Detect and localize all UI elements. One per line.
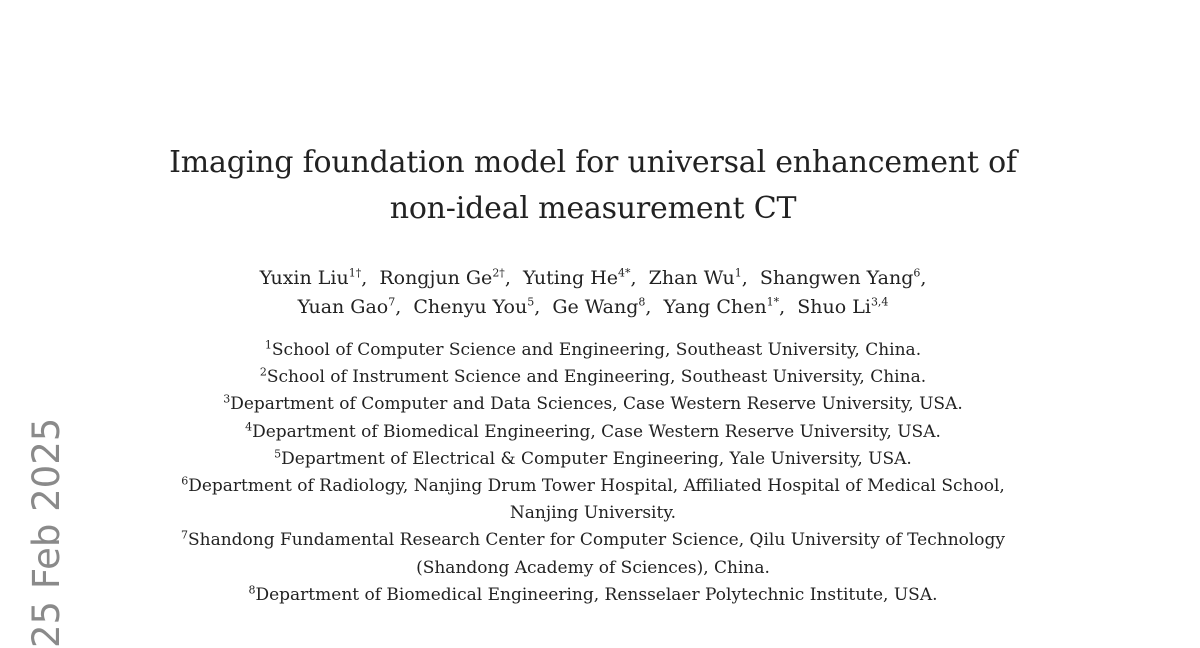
author-line-2: Yuan Gao$^7$, Chenyu You$^5$, Ge Wang$^8$, Yang Chen$^{1*}$, Shuo Li$^{3,4}$	[297, 295, 889, 318]
author-mark: 5	[527, 295, 535, 309]
author: Yuxin Liu$^{1\dagger}$	[259, 266, 362, 289]
author: Rongjun $Ge^{2\dagger}$	[379, 266, 505, 289]
affiliation-mark: 3	[223, 392, 231, 406]
author: Chenyu You$^5$	[413, 295, 535, 318]
affiliation: $^2$School of Instrument Science and Engineering, Southeast University, China.	[259, 365, 927, 388]
author-mark: 3,4	[870, 295, 889, 309]
title-line-1: Imaging foundation model for universal enhancement of	[169, 145, 1017, 180]
author-mark: 6	[913, 266, 921, 280]
affiliation-list	[150, 337, 1036, 609]
affiliation-mark: 2	[259, 365, 267, 379]
author-list	[150, 264, 1036, 322]
paper-title	[150, 140, 1036, 232]
affiliation: $^8$Department of Biomedical Engineering, Rensselaer Polytechnic Institute, USA.	[248, 583, 938, 605]
author: Zhan Wu$^1$	[648, 266, 742, 289]
affiliation-mark: 8	[248, 583, 256, 597]
title-line-2: non-ideal measurement CT	[389, 191, 797, 226]
author-mark: 2†	[492, 266, 505, 280]
author-line-1: Yuxin Liu$^{1\dagger}$, Rongjun $Ge^{2\dagger}$, Yuting $He^{4*}$, Zhan Wu$^1$, Shangwen Yang$^6$,	[259, 266, 927, 289]
author: Yuting $He^{4*}$	[522, 266, 631, 289]
author-mark: 8	[638, 295, 646, 309]
affiliation-mark: 6	[181, 474, 189, 488]
author: Shangwen Yang$^6$	[759, 266, 921, 289]
author-mark: 4*	[618, 266, 631, 280]
affiliation: $^5$Department of Electrical & Computer Engineering, Yale University, USA.	[274, 447, 912, 469]
affiliation: $^4$Department of Biomedical Engineering, Case Western Reserve University, USA.	[245, 419, 941, 442]
affiliation: $^3$Department of Computer and Data Sciences, Case Western Reserve University, USA.	[223, 392, 963, 415]
affiliation: $^7$Shandong Fundamental Research Center for Computer Science, Qilu University of Technology (Shandong Academy of Sciences), China.	[180, 528, 1006, 578]
affiliation: $^6$Department of Radiology, Nanjing Drum Tower Hospital, Affiliated Hospital of Medical School, Nanjing University.	[181, 474, 1005, 524]
arxiv-date-stamp: 25 Feb 2025	[25, 417, 68, 648]
author: Yang Chen$^{1*}$	[663, 295, 780, 318]
author: Ge Wang$^8$	[552, 295, 646, 318]
affiliation-mark: 4	[245, 419, 253, 433]
author-mark: 1	[734, 266, 742, 280]
affiliation-mark: 5	[274, 447, 282, 461]
author: Yuan Gao$^7$	[297, 295, 396, 318]
author-mark: 1*	[766, 295, 780, 309]
affiliation-mark: 1	[264, 338, 272, 352]
affiliation: $^1$School of Computer Science and Engineering, Southeast University, China.	[264, 338, 922, 360]
author-mark: 7	[388, 295, 396, 309]
author-mark: 1†	[348, 266, 362, 280]
author: Shuo Li$^{3,4}$	[797, 295, 889, 318]
affiliation-mark: 7	[180, 528, 188, 542]
